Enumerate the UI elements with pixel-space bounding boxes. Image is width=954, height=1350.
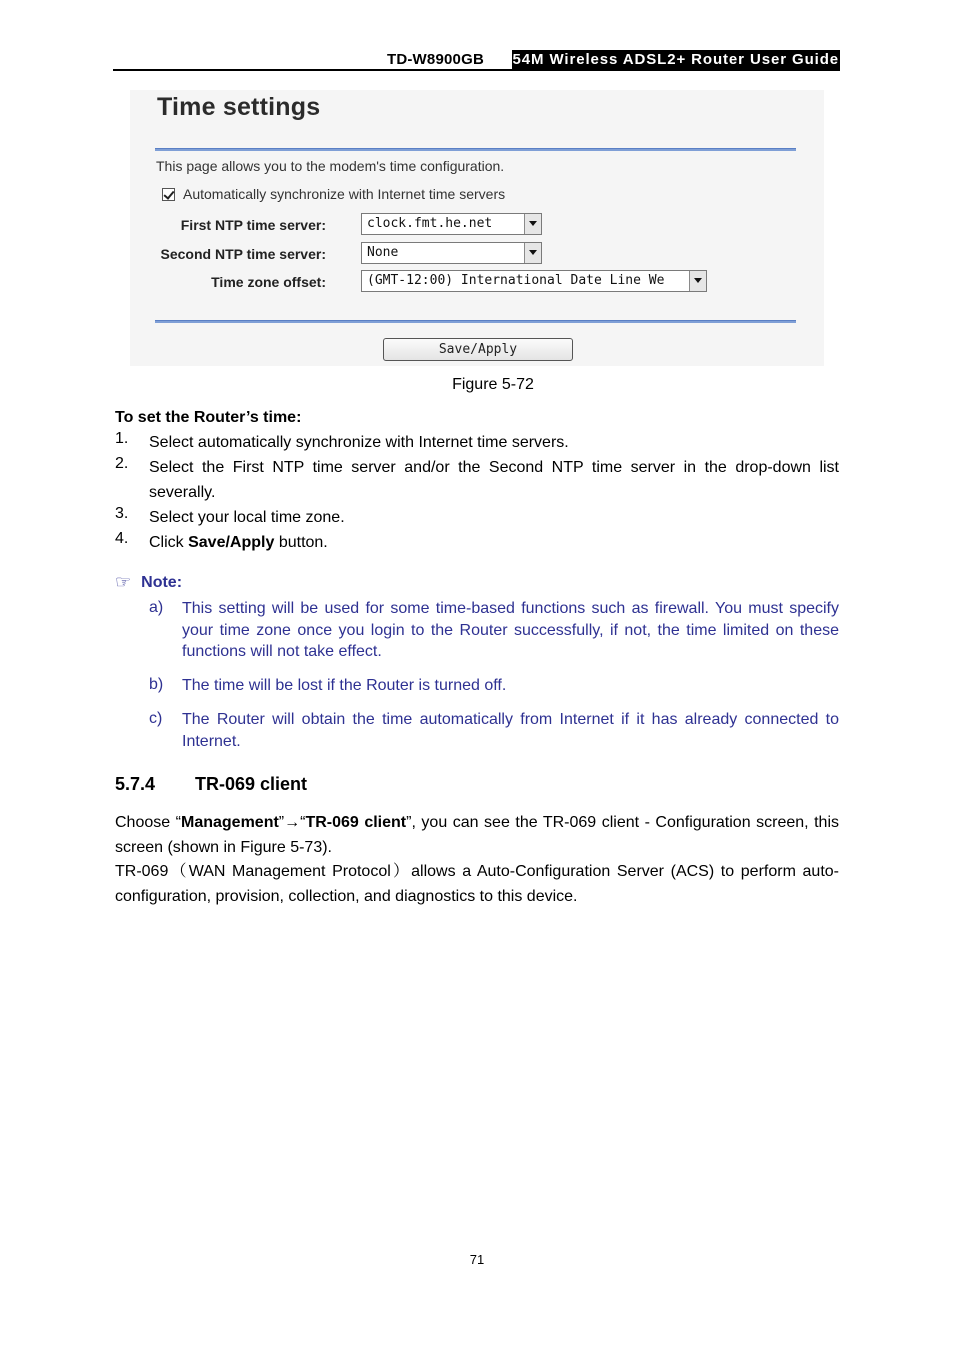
second-ntp-label: Second NTP time server: — [160, 246, 326, 262]
header-guide-title: 54M Wireless ADSL2+ Router User Guide — [512, 51, 839, 68]
auto-sync-checkbox[interactable] — [162, 188, 175, 201]
note-letter: a) — [149, 599, 164, 616]
step-text: Select your local time zone. — [149, 509, 345, 526]
chevron-down-icon[interactable] — [689, 271, 706, 291]
step-number: 2. — [115, 455, 129, 472]
paragraph: TR-069（WAN Management Protocol）allows a Auto-Configuration Server (ACS) to perform auto-configuration, provision, collection, and diagnostics to this device. — [115, 863, 839, 905]
section-title: TR-069 client — [195, 774, 308, 794]
second-ntp-select[interactable] — [361, 242, 542, 264]
first-ntp-value: clock.fmt.he.net — [367, 216, 493, 231]
bottom-divider — [155, 320, 796, 323]
second-ntp-value: None — [367, 245, 399, 260]
section-number: 5.7.4 — [115, 774, 156, 794]
chevron-down-icon[interactable] — [524, 214, 541, 234]
pointing-hand-icon: ☞ — [115, 572, 132, 592]
paragraph: Choose “Management”→“TR-069 client”, you can see the TR-069 client - Configuration screen, this screen (shown in Figure 5-73). — [115, 814, 840, 856]
screenshot-title: Time settings — [157, 93, 321, 121]
step-number: 1. — [115, 430, 129, 447]
page-header — [113, 49, 840, 71]
steps-heading: To set the Router’s time: — [115, 409, 302, 426]
step-text: Click Save/Apply button. — [149, 534, 328, 551]
step-number: 4. — [115, 530, 129, 547]
note-item: This setting will be used for some time-based functions such as firewall. You must specify your time zone once you login to the Router successfully, if not, the time limited on these functions will not take effect. — [182, 600, 839, 660]
note-item: The time will be lost if the Router is turned off. — [182, 677, 507, 694]
page-number: 71 — [469, 1252, 485, 1267]
tz-select[interactable] — [361, 270, 707, 292]
note-letter: b) — [149, 676, 164, 693]
first-ntp-select[interactable] — [361, 213, 542, 235]
note-heading: ☞ Note: — [115, 572, 183, 592]
auto-sync-label: Automatically synchronize with Internet time servers — [183, 186, 506, 202]
time-settings-screenshot — [130, 90, 824, 366]
arrow-icon: → — [284, 814, 301, 831]
note-letter: c) — [149, 710, 163, 727]
tz-value: (GMT-12:00) International Date Line We — [367, 273, 665, 288]
tz-label: Time zone offset: — [211, 274, 326, 290]
figure-caption: Figure 5-72 — [452, 376, 534, 393]
step-text: Select the First NTP time server and/or the Second NTP time server in the drop-down list severally. — [149, 459, 839, 501]
screenshot-description: This page allows you to the modem's time configuration. — [156, 158, 505, 174]
header-model: TD-W8900GB — [386, 51, 484, 68]
first-ntp-label: First NTP time server: — [180, 217, 326, 233]
top-divider — [155, 148, 796, 151]
save-apply-button[interactable]: Save/Apply — [383, 338, 573, 361]
note-item: The Router will obtain the time automatically from Internet if it has already connected to Internet. — [182, 711, 839, 750]
auto-sync-row[interactable] — [162, 186, 505, 202]
step-number: 3. — [115, 505, 129, 522]
chevron-down-icon[interactable] — [524, 243, 541, 263]
step-text: Select automatically synchronize with Internet time servers. — [149, 434, 569, 451]
